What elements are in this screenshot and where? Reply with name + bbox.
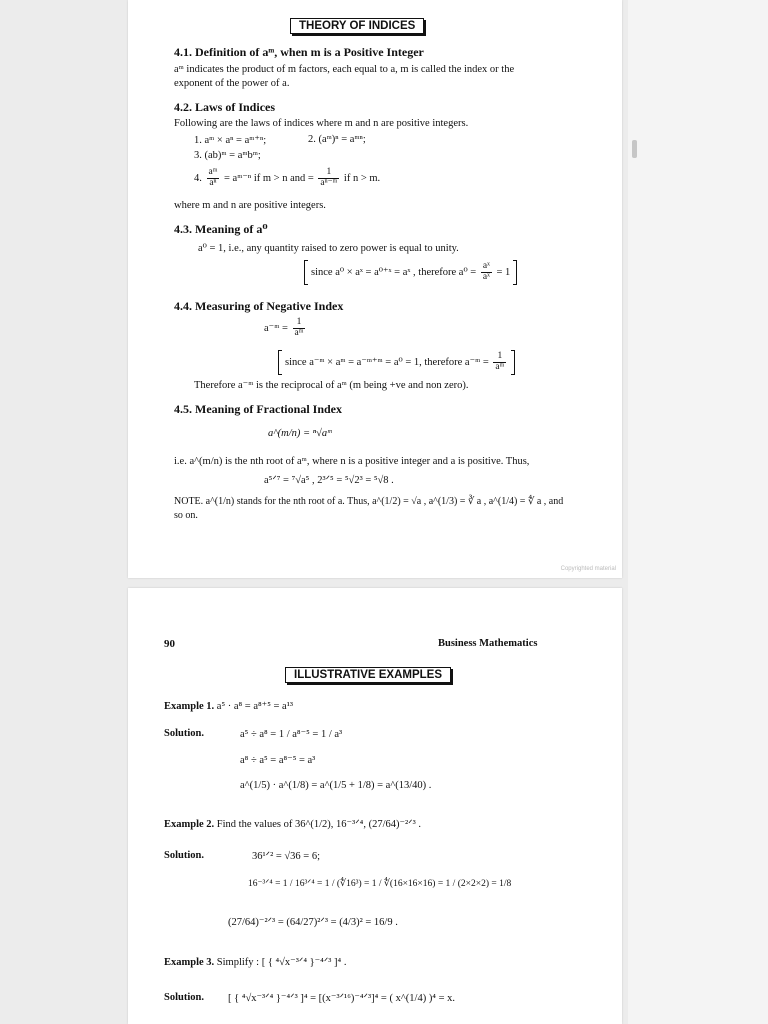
section-4-4-equation <box>264 318 307 339</box>
section-4-4-bracket-text: since a⁻ᵐ × aᵐ = a⁻ᵐ⁺ᵐ = a⁰ = 1, therefore a⁻ᵐ = <box>285 356 489 368</box>
section-4-5-equation: a^(m/n) = ⁿ√aᵐ <box>268 428 332 439</box>
law-4-end: if n > m. <box>343 172 381 184</box>
section-4-1-text-1: aᵐ indicates the product of m factors, each equal to a, m is called the index or the <box>174 64 515 75</box>
section-4-2-intro: Following are the laws of indices where m and n are positive integers. <box>174 118 469 129</box>
section-4-4-eq-den: aᵐ <box>294 327 304 338</box>
example-1-solution-line-1: a⁵ ÷ a⁸ = 1 / a⁸⁻⁵ = 1 / a³ <box>240 729 343 740</box>
section-4-5-note-1: NOTE. a^(1/n) stands for the nth root of a. Thus, a^(1/2) = √a , a^(1/3) = ∛ a , a^(1/4) = ∜ a , and <box>174 496 564 507</box>
laws-note: where m and n are positive integers. <box>174 200 326 211</box>
law-4-num-2: 1 <box>318 168 339 179</box>
section-4-4-text: Therefore a⁻ᵐ is the reciprocal of aᵐ (m being +ve and non zero). <box>194 380 469 391</box>
law-4-fraction <box>207 168 220 189</box>
law-4-fraction-2 <box>318 168 339 189</box>
example-1-solution-line-3: a^(1/5) · a^(1/8) = a^(1/5 + 1/8) = a^(13/40) . <box>240 780 432 791</box>
example-3-problem: Simplify : [ { ⁴√x⁻³ᐟ⁴ }⁻⁴ᐟ³ ]⁴ . <box>216 957 347 968</box>
example-1-label: Example 1. <box>164 701 215 712</box>
page-number: 90 <box>164 638 175 650</box>
example-3-solution-label: Solution. <box>164 992 204 1003</box>
law-4-label: 4. <box>194 172 202 184</box>
section-4-3-den: aˣ <box>482 271 490 282</box>
example-1-solution-label: Solution. <box>164 728 204 739</box>
section-4-4-fraction <box>493 352 506 373</box>
example-1-solution-line-2: a⁸ ÷ a⁵ = a⁸⁻⁵ = a³ <box>240 755 316 766</box>
example-2 <box>164 818 421 830</box>
section-4-3-num: aˣ <box>482 261 490 271</box>
example-2-problem: Find the values of 36^(1/2), 16⁻³ᐟ⁴, (27/64)⁻²ᐟ³ . <box>216 819 422 830</box>
section-4-5-text-1: i.e. a^(m/n) is the nth root of aᵐ, where n is a positive integer and a is positive. Thus, <box>174 456 530 467</box>
law-4-den-2: aⁿ⁻ᵐ <box>320 177 338 188</box>
section-4-3-bracket-end: = 1 <box>496 266 511 278</box>
example-1 <box>164 700 293 712</box>
section-4-5-heading: 4.5. Meaning of Fractional Index <box>174 402 342 416</box>
example-3-solution-line: [ { ⁴√x⁻³ᐟ⁴ }⁻⁴ᐟ³ ]⁴ = [(x⁻³ᐟ¹⁶)⁻⁴ᐟ³]⁴ = ( x^(1/4) )⁴ = x. <box>228 993 456 1004</box>
running-head: Business Mathematics <box>438 638 538 649</box>
section-4-2-heading: 4.2. Laws of Indices <box>174 100 276 114</box>
section-4-5-text-2: a⁵ᐟ⁷ = ⁷√a⁵ , 2³ᐟ⁵ = ⁵√2³ = ⁵√8 . <box>264 475 394 486</box>
example-2-solution-line-2: 16⁻³ᐟ⁴ = 1 / 16³ᐟ⁴ = 1 / (∜16³) = 1 / ∜(16×16×16) = 1 / (2×2×2) = 1/8 <box>248 879 512 889</box>
section-4-4-heading: 4.4. Measuring of Negative Index <box>174 299 344 313</box>
section-4-4-eq-num: 1 <box>293 318 306 329</box>
section-4-5-note-2: so on. <box>174 510 198 521</box>
law-4 <box>194 168 380 189</box>
example-2-label: Example 2. <box>164 819 215 830</box>
example-3-label: Example 3. <box>164 957 215 968</box>
section-4-3-bracket-text: since a⁰ × aˣ = a⁰⁺ˣ = aˣ , therefore a⁰ = <box>311 266 477 278</box>
example-1-problem: a⁵ · a⁸ = a⁸⁺⁵ = a¹³ <box>216 701 294 712</box>
section-4-4-eq-left: a⁻ᵐ = <box>264 322 288 334</box>
law-2: 2. (aᵐ)ⁿ = aᵐⁿ; <box>308 134 366 145</box>
example-2-solution-line-3: (27/64)⁻²ᐟ³ = (64/27)²ᐟ³ = (4/3)² = 16/9 . <box>228 917 398 928</box>
section-4-4-den: aᵐ <box>495 361 505 372</box>
law-4-num: aᵐ <box>208 167 218 177</box>
section-4-3-text: a⁰ = 1, i.e., any quantity raised to zero power is equal to unity. <box>198 243 459 254</box>
copyright-notice: Copyrighted material <box>560 566 616 572</box>
section-4-4-num: 1 <box>493 352 506 363</box>
law-4-den: aⁿ <box>209 177 217 188</box>
example-2-solution-line-1: 36¹ᐟ² = √36 = 6; <box>252 851 321 862</box>
page-title: THEORY OF INDICES <box>290 18 424 34</box>
section-title: ILLUSTRATIVE EXAMPLES <box>285 667 451 683</box>
page-2 <box>128 588 622 1024</box>
page-1 <box>128 0 622 578</box>
scrollbar-thumb[interactable] <box>632 140 637 158</box>
section-4-3-fraction <box>481 262 492 283</box>
section-4-4-eq-fraction <box>293 318 306 339</box>
law-3: 3. (ab)ᵐ = aᵐbᵐ; <box>194 150 261 161</box>
example-3 <box>164 956 346 968</box>
section-4-3-heading: 4.3. Meaning of a⁰ <box>174 222 268 236</box>
section-4-3-bracket <box>304 260 517 285</box>
law-1: 1. aᵐ × aⁿ = aᵐ⁺ⁿ; <box>194 135 267 146</box>
section-4-1-text-2: exponent of the power of a. <box>174 78 290 89</box>
law-4-middle: = aᵐ⁻ⁿ if m > n and = <box>224 172 314 184</box>
section-4-4-bracket <box>278 350 515 375</box>
scrollbar-track[interactable] <box>628 0 768 1024</box>
section-4-1-heading: 4.1. Definition of aᵐ, when m is a Positive Integer <box>174 45 424 59</box>
example-2-solution-label: Solution. <box>164 850 204 861</box>
